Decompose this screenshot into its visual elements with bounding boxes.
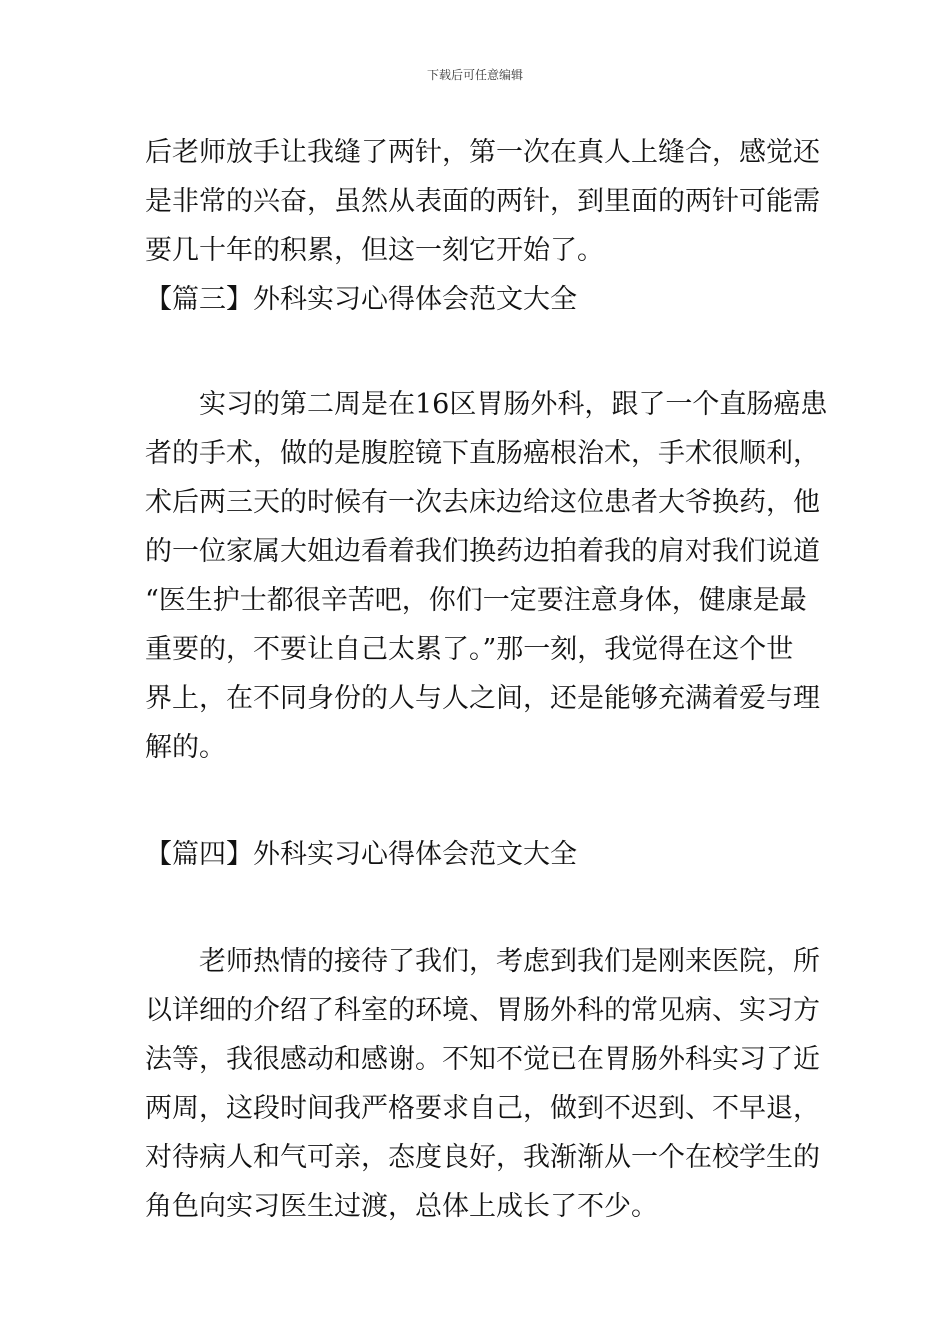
paragraph-line: 实习的第二周是在16区胃肠外科，跟了一个直肠癌患 xyxy=(199,389,828,420)
section-4-paragraph xyxy=(145,937,820,1231)
section-heading-3: 【篇三】外科实习心得体会范文大全 xyxy=(145,284,577,315)
paragraph-line: 术后两三天的时候有一次去床边给这位患者大爷换药，他 xyxy=(145,487,820,518)
paragraph-line: 以详细的介绍了科室的环境、胃肠外科的常见病、实习方 xyxy=(145,995,820,1026)
section-heading-4: 【篇四】外科实习心得体会范文大全 xyxy=(145,839,577,870)
paragraph-line: 法等，我很感动和感谢。不知不觉已在胃肠外科实习了近 xyxy=(145,1044,820,1075)
spacer xyxy=(145,879,807,937)
paragraph-line: “医生护士都很辛苦吧，你们一定要注意身体，健康是最 xyxy=(145,585,807,616)
section-3-paragraph xyxy=(145,380,828,772)
paragraph-line: 的一位家属大姐边看着我们换药边拍着我的肩对我们说道 xyxy=(145,536,820,567)
paragraph-line: 解的。 xyxy=(145,732,226,763)
paragraph-line: 对待病人和气可亲，态度良好，我渐渐从一个在校学生的 xyxy=(145,1142,820,1173)
spacer xyxy=(145,772,807,830)
paragraph-line: 要几十年的积累，但这一刻它开始了。 xyxy=(145,235,604,266)
spacer xyxy=(145,324,807,380)
paragraph-line: 重要的，不要让自己太累了。”那一刻，我觉得在这个世 xyxy=(145,634,794,665)
paragraph-line: 老师热情的接待了我们，考虑到我们是刚来医院，所 xyxy=(199,946,820,977)
paragraph-line: 是非常的兴奋，虽然从表面的两针，到里面的两针可能需 xyxy=(145,186,820,217)
paragraph-line: 者的手术，做的是腹腔镜下直肠癌根治术，手术很顺利， xyxy=(145,438,820,469)
paragraph-line: 界上，在不同身份的人与人之间，还是能够充满着爱与理 xyxy=(145,683,820,714)
paragraph-line: 角色向实习医生过渡，总体上成长了不少。 xyxy=(145,1191,658,1222)
intro-paragraph xyxy=(145,128,820,275)
page-header: 下载后可任意编辑 xyxy=(426,68,523,82)
paragraph-line: 两周，这段时间我严格要求自己，做到不迟到、不早退， xyxy=(145,1093,820,1124)
paragraph-line: 后老师放手让我缝了两针，第一次在真人上缝合，感觉还 xyxy=(145,137,820,168)
document-body xyxy=(145,128,828,1231)
